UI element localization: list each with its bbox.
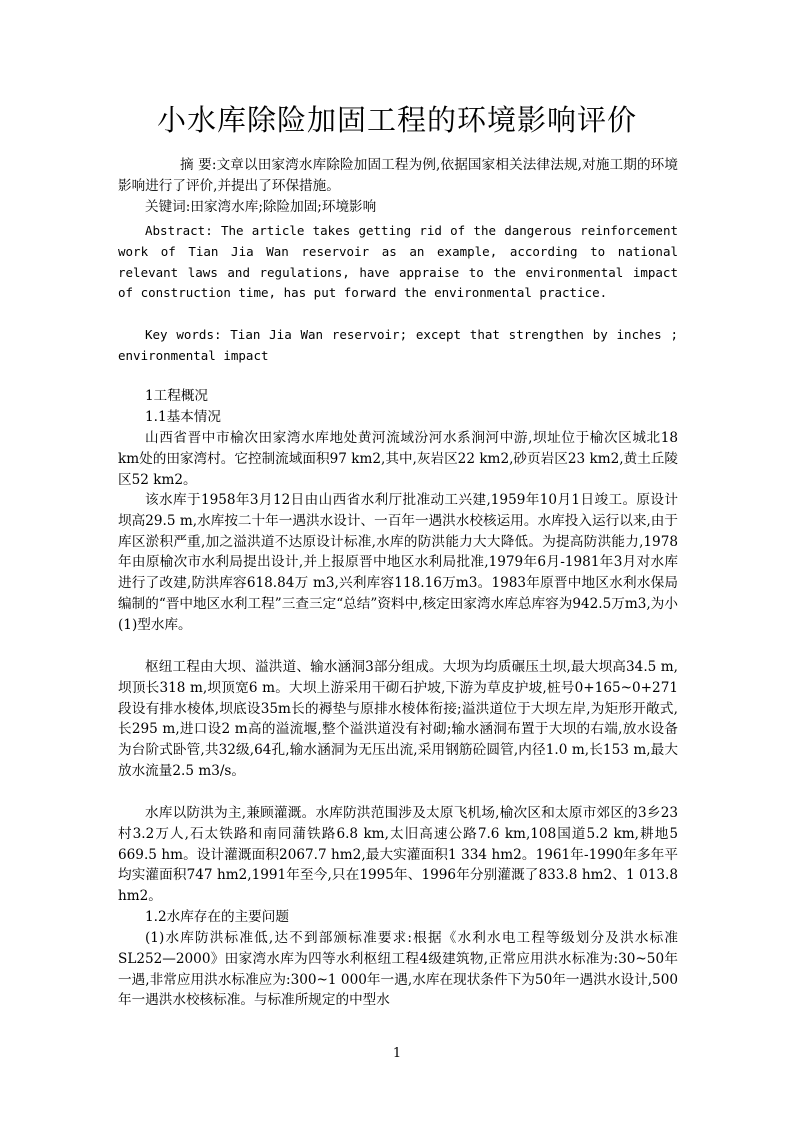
section-heading-1-2: 1.2水库存在的主要问题 xyxy=(145,909,289,925)
keywords-cn: 关键词:田家湾水库;除险加固;环境影响 xyxy=(145,199,377,215)
page-number: 1 xyxy=(392,1046,402,1061)
paragraph-4: 水库以防洪为主,兼顾灌溉。水库防洪范围涉及太原飞机场,榆次区和太原市郊区的3乡23村3.2万人,石太铁路和南同蒲铁路6.8 km,太旧高速公路7.6 km,108国道5.2 km,耕地5 669.5 hm。设计灌溉面积2067.7 hm2,最大实灌面积1 334 hm2。1961年-1990年多年平均实灌面积747 hm2,1991年至今,只在1995年、1996年分别灌溉了833.8 hm2、1 013.8 hm2。 xyxy=(118,805,678,905)
section-heading-1: 1工程概况 xyxy=(145,388,209,404)
abstract-en: Abstract: The article takes getting rid of the dangerous reinforcement work of Tian Jia Wan reservoir as an example, according to national relevant laws and regulations, have appraise to the environmental impact of construction time, has put forward the environmental practice. xyxy=(118,223,678,301)
keywords-en: Key words: Tian Jia Wan reservoir; except that strengthen by inches ; environmental impact xyxy=(118,327,678,363)
paragraph-5: (1)水库防洪标准低,达不到部颁标准要求:根据《水利水电工程等级划分及洪水标准SL252—2000》田家湾水库为四等水利枢纽工程4级建筑物,正常应用洪水标准为:30~50年一遇,非常应用洪水标准应为:300~1 000年一遇,水库在现状条件下为50年一遇洪水设计,500年一遇洪水校核标准。与标准所规定的中型水 xyxy=(118,930,678,1009)
section-heading-1-1: 1.1基本情况 xyxy=(145,409,221,425)
abstract-cn: 摘 要:文章以田家湾水库除险加固工程为例,依据国家相关法律法规,对施工期的环境影响进行了评价,并提出了环保措施。 xyxy=(118,157,678,194)
paragraph-3: 枢纽工程由大坝、溢洪道、输水涵洞3部分组成。大坝为均质碾压土坝,最大坝高34.5 m,坝顶长318 m,坝顶宽6 m。大坝上游采用干砌石护坡,下游为草皮护坡,桩号0+165~0+271段设有排水棱体,坝底设35m长的褥垫与原排水棱体衔接;溢洪道位于大坝左岸,为矩形开敞式,长295 m,进口设2 m高的溢流堰,整个溢洪道没有衬砌;输水涵洞布置于大坝的右端,放水设备为台阶式卧管,共32级,64孔,输水涵洞为无压出流,采用钢筋砼圆管,内径1.0 m,长153 m,最大放水流量2.5 m3/s。 xyxy=(118,659,678,779)
paragraph-1: 山西省晋中市榆次田家湾水库地处黄河流域汾河水系涧河中游,坝址位于榆次区城北18 km处的田家湾村。它控制流域面积97 km2,其中,灰岩区22 km2,砂页岩区23 km2,黄土丘陵区52 km2。 xyxy=(118,430,678,488)
paragraph-2: 该水库于1958年3月12日由山西省水利厅批准动工兴建,1959年10月1日竣工。原设计坝高29.5 m,水库按二十年一遇洪水设计、一百年一遇洪水校核运用。水库投入运行以来,由于库区淤积严重,加之溢洪道不达原设计标准,水库的防洪能力大大降低。为提高防洪能力,1978年由原榆次市水利局提出设计,并上报原晋中地区水利局批准,1979年6月-1981年3月对水库进行了改建,防洪库容618.84万 m3,兴利库容118.16万m3。1983年原晋中地区水利水保局编制的“晋中地区水利工程”三查三定“总结”资料中,核定田家湾水库总库容为942.5万m3,为小(1)型水库。 xyxy=(118,492,678,633)
page-title: 小水库除险加固工程的环境影响评价 xyxy=(156,103,637,137)
